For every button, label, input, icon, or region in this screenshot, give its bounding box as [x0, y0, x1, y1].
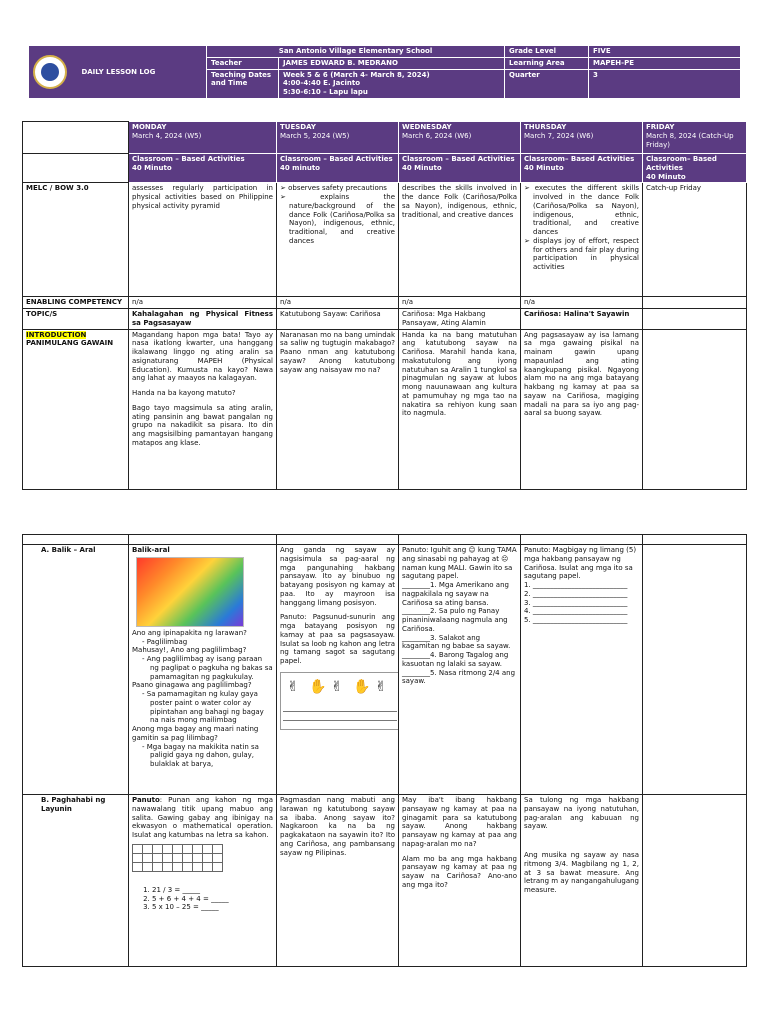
school-name: San Antonio Village Elementary School	[207, 46, 505, 58]
quarter: 3	[589, 69, 741, 98]
dates-value: Week 5 & 6 (March 4- March 8, 2024) 4:00-4:40 E. Jacinto 5:30-6:10 – Lapu lapu	[279, 69, 505, 98]
enabling-tuesday: n/a	[277, 297, 399, 309]
enabling-thursday: n/a	[521, 297, 643, 309]
melc-tuesday: ➢ observes safety precautions ➢ explains the nature/background of the dance Folk (Cariñosa/Polka sa Nayon), indigenous, ethnic, traditional, and creative dances	[277, 183, 399, 297]
dance-positions-image: ✌ ✋ ✌ ✋ ✌	[280, 672, 399, 730]
balik-wednesday: Panuto: Iguhit ang ☺ kung TAMA ang sinasabi ng pahayag at ☹ naman kung MALI. Gawin ito sa sagutang papel. ________1. Mga Amerikano ang nagpakilala ng sayaw na Cariñosa sa ating bansa. ________2. Sa pulo ng Panay pinaniniwalaang nagmula ang Cariñosa. ________3. Salakot ang kagamitan ng babae sa sayaw. ________4. Barong Tagalog ang kasuotan ng lalaki sa sayaw. ________5. Nasa ritmong 2/4 ang sayaw.	[399, 545, 521, 795]
melc-thursday: ➢ executes the different skills involved in the dance Folk (Cariñosa/Polka sa Nayon), indigenous, ethnic, traditional, and creative dances ➢ displays joy of effort, respect for others and fair play during participation in physical activities	[521, 183, 643, 297]
intro-wednesday: Handa ka na bang matutuhan ang katutubong sayaw na Cariñosa. Marahil handa kana, makatutulong ang iyong natutuhan sa Aralin 1 tungkol sa pinagmulan ng sayaw at lubos mong nauunawaan ang kultura at pamumuhay ng mga tao na nakatira sa rehiyon kung saan ito nagmula.	[399, 329, 521, 489]
learning-area: MAPEH-PE	[589, 57, 741, 69]
grade-level: FIVE	[589, 46, 741, 58]
topic-wednesday: Cariñosa: Mga Hakbang Pansayaw, Ating Alamin	[399, 309, 521, 330]
balik-label: A. Balik – Aral	[23, 545, 129, 795]
learning-area-label: Learning Area	[505, 57, 589, 69]
log-title: DAILY LESSON LOG	[81, 67, 156, 76]
day-friday: FRIDAY March 8, 2024 (Catch-Up Friday)	[643, 122, 747, 154]
topic-monday: Kahalagahan ng Physical Fitness sa Pagsasayaw	[129, 309, 277, 330]
teacher-label: Teacher	[207, 57, 279, 69]
day-tuesday: TUESDAY March 5, 2024 (W5)	[277, 122, 399, 154]
activity-thursday: Classroom– Based Activities 40 Minuto	[521, 154, 643, 183]
intro-thursday: Ang pagsasayaw ay isa lamang sa mga gawaing pisikal na mainam gawin upang mapaunlad ang ating kaangkupang pisikal. Ngayong alam mo na ang mga batayang hakbang ng kamay at paa sa sayaw na Cariñosa, magiging madali na para sa iyo ang pag-aaral sa buong sayaw.	[521, 329, 643, 489]
enabling-monday: n/a	[129, 297, 277, 309]
day-wednesday: WEDNESDAY March 6, 2024 (W6)	[399, 122, 521, 154]
quarter-label: Quarter	[505, 69, 589, 98]
activity-tuesday: Classroom – Based Activities 40 minuto	[277, 154, 399, 183]
balik-monday: Balik-aral Ano ang ipinapakita ng larawan? - Paglilimbag Mahusay!, Ano ang paglilimbag? - Ang paglilimbag ay isang paraan ng paglipat o pagkuha ng bakas sa pamamagitan ng pagkukulay. Paano ginagawa ang paglilimbag? - Sa pamamagitan ng kulay gaya poster paint o water color ay pipintahan ang bahagi ng bagay na nais mong mailimbag Anong mga bagay ang maari nating gamitin sa pag lilimbag? - Mga bagay na makikita natin sa paligid gaya ng dahon, gulay, bulaklak at barya,	[129, 545, 277, 795]
intro-tuesday: Naranasan mo na bang umindak sa saliw ng tugtugin makabago? Paano nman ang katutubong sayaw? Anong katutubong sayaw ang naisayaw mo na?	[277, 329, 399, 489]
day-monday: MONDAY March 4, 2024 (W5)	[129, 122, 277, 154]
lesson-table-2	[22, 534, 747, 967]
melc-wednesday: describes the skills involved in the dance Folk (Cariñosa/Polka sa Nayon), indigenous, ethnic, traditional, and creative dances	[399, 183, 521, 297]
paghahabi-monday: Panuto: Punan ang kahon ng mga nawawalang titik upang mabuo ang salita. Gawing gabay ang ibinigay na ekwasyon o mathematical operation. Isulat ang katumbas na letra sa kahon. 1. 21 / 3 = _____ 2. 5 + 6 + 4 + 4 = _____ 3. 5 x 10 – 25 = _____	[129, 795, 277, 967]
melc-monday: assesses regularly participation in physical activities based on Philippine physical activity pyramid	[129, 183, 277, 297]
activity-wednesday: Classroom – Based Activities 40 Minuto	[399, 154, 521, 183]
dates-label: Teaching Dates and Time	[207, 69, 279, 98]
topic-thursday: Cariñosa: Halina't Sayawin	[521, 309, 643, 330]
melc-label: MELC / BOW 3.0	[23, 183, 129, 297]
grade-level-label: Grade Level	[505, 46, 589, 58]
deped-seal-icon	[33, 55, 67, 89]
paghahabi-label: B. Paghahabi ng Layunin	[23, 795, 129, 967]
header-table	[28, 45, 741, 99]
enabling-wednesday: n/a	[399, 297, 521, 309]
balik-thursday: Panuto: Magbigay ng limang (5) mga hakbang pansayaw ng Cariñosa. Isulat ang mga ito sa sagutang papel. 1. ___________________________ 2. ___________________________ 3. ___________________________ 4. ___________________________ 5. ___________________________	[521, 545, 643, 795]
melc-friday: Catch-up Friday	[643, 183, 747, 297]
activity-friday: Classroom– Based Activities 40 Minuto	[643, 154, 747, 183]
teacher-name: JAMES EDWARD B. MEDRANO	[279, 57, 505, 69]
intro-label: INTRODUCTION PANIMULANG GAWAIN	[23, 329, 129, 489]
intro-monday: Magandang hapon mga bata! Tayo ay nasa ikatlong kwarter, una hanggang ikalawang linggo ng ating aralin sa asignaturang MAPEH (Physical Education). Kumusta na kayo? Nawa ang lahat ay maayos na kalagayan. Handa na ba kayong matuto? Bago tayo magsimula sa ating aralin, ating pansinin ang bawat pangalan ng grupo na nakadikit sa pisara. Ito din ang magsisilbing pamantayan hangang matapos ang klase.	[129, 329, 277, 489]
letter-cipher-table	[132, 844, 223, 872]
balik-tuesday: Ang ganda ng sayaw ay nagsisimula sa pag-aaral ng mga pangunahing hakbang pansayaw. Ito ay binubuo ng batayang posisyon ng kamay at paa. Ito ay mayroon isa hanggang limang posisyon. Panuto: Pagsunud-sunurin ang mga batayang posisyon ng kamay at paa sa pagsasayaw. Isulat sa loob ng kahon ang letra ng tamang sagot sa sagutang papel. ✌ ✋ ✌ ✋ ✌	[277, 545, 399, 795]
paghahabi-wednesday: May iba't ibang hakbang pansayaw ng kamay at paa na ginagamit para sa katutubong sayaw. Anong hakbang pansayaw ng kamay at paa ang napag-aralan mo na? Alam mo ba ang mga hakbang pansayaw ng kamay at paa ng sayaw na Cariñosa? Ano-ano ang mga ito?	[399, 795, 521, 967]
paghahabi-thursday: Sa tulong ng mga hakbang pansayaw na iyong natutuhan, pag-aralan ang kabuuan ng sayaw. Ang musika ng sayaw ay nasa ritmong 3/4. Magbilang ng 1, 2, at 3 sa bawat measure. Ang letrang m ay nangangahulugang measure.	[521, 795, 643, 967]
enabling-label: ENABLING COMPETENCY	[23, 297, 129, 309]
topics-label: TOPIC/S	[23, 309, 129, 330]
lesson-table-1	[22, 121, 747, 490]
topic-tuesday: Katutubong Sayaw: Cariñosa	[277, 309, 399, 330]
activity-monday: Classroom – Based Activities 40 Minuto	[129, 154, 277, 183]
paghahabi-tuesday: Pagmasdan nang mabuti ang larawan ng katutubong sayaw sa ibaba. Anong sayaw ito? Nagkaroon ka na ba ng pagkakataon na sayawin ito? Ito ang Cariñosa, ang pambansang sayaw ng Pilipinas.	[277, 795, 399, 967]
paint-print-image	[136, 557, 244, 627]
day-thursday: THURSDAY March 7, 2024 (W6)	[521, 122, 643, 154]
